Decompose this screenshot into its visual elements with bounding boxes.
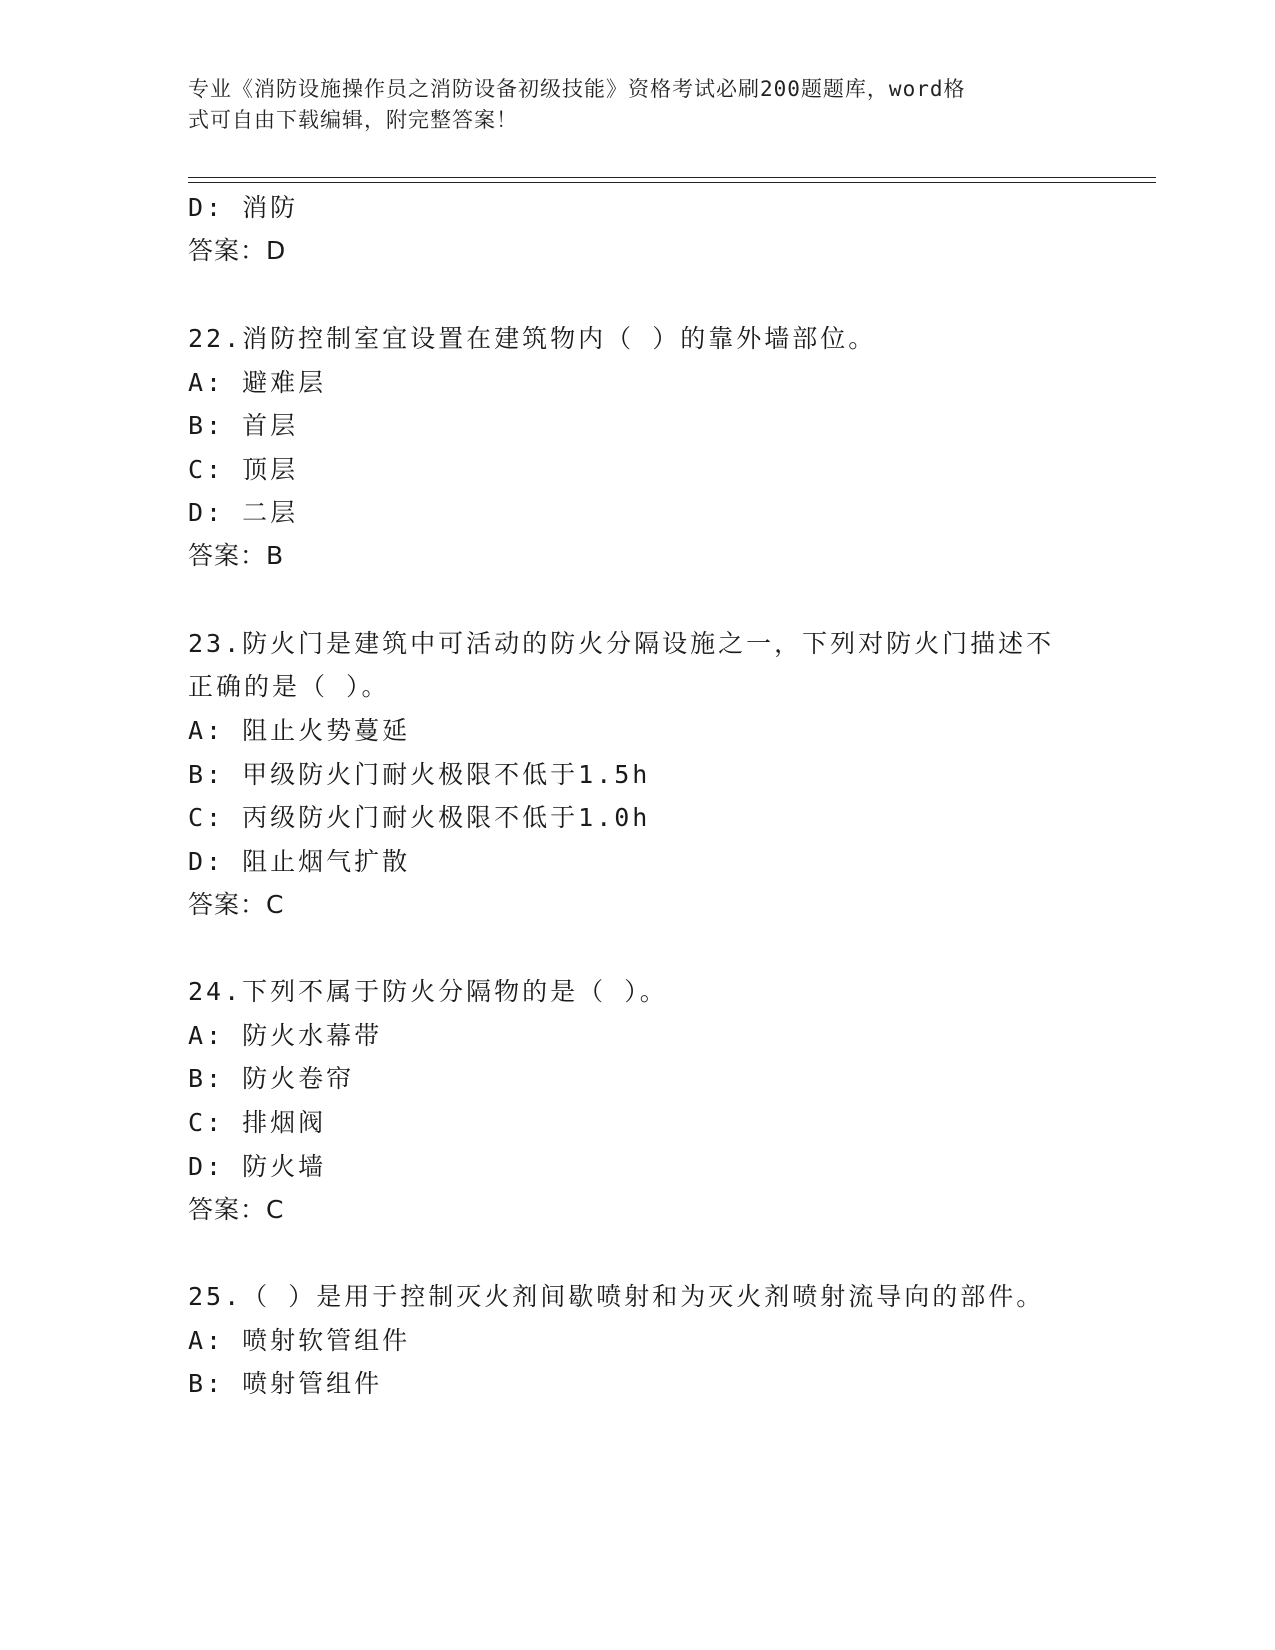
header-rule-bottom bbox=[188, 182, 1156, 183]
prev-option-d: D: 消防 bbox=[188, 193, 299, 222]
q24-option-c: C: 排烟阀 bbox=[188, 1108, 327, 1137]
q22-option-c: C: 顶层 bbox=[188, 455, 299, 484]
q22-option-b: B: 首层 bbox=[188, 411, 299, 440]
q24-answer: 答案：C bbox=[188, 1195, 285, 1224]
header-line-2: 式可自由下载编辑，附完整答案！ bbox=[188, 108, 518, 132]
document-header bbox=[188, 74, 1068, 136]
q23-option-a: A: 阻止火势蔓延 bbox=[188, 716, 411, 745]
q23-stem-line-2: 正确的是（ ）。 bbox=[188, 672, 390, 701]
q25-option-b: B: 喷射管组件 bbox=[188, 1369, 383, 1398]
q24-option-d: D: 防火墙 bbox=[188, 1152, 327, 1181]
q23-answer: 答案：C bbox=[188, 890, 285, 919]
header-rule-top bbox=[188, 177, 1156, 178]
q24-option-b: B: 防火卷帘 bbox=[188, 1064, 355, 1093]
q25-stem: 25.（ ）是用于控制灭火剂间歇喷射和为灭火剂喷射流导向的部件。 bbox=[188, 1282, 1045, 1311]
q25-option-a: A: 喷射软管组件 bbox=[188, 1326, 411, 1355]
q22-option-a: A: 避难层 bbox=[188, 368, 327, 397]
q23-option-b: B: 甲级防火门耐火极限不低于1.5h bbox=[188, 760, 651, 789]
q22-option-d: D: 二层 bbox=[188, 498, 299, 527]
prev-answer: 答案：D bbox=[188, 236, 287, 265]
q22-answer: 答案：B bbox=[188, 541, 285, 570]
q24-option-a: A: 防火水幕带 bbox=[188, 1021, 383, 1050]
q23-stem-line-1: 23.防火门是建筑中可活动的防火分隔设施之一，下列对防火门描述不 bbox=[188, 629, 1055, 658]
header-line-1: 专业《消防设施操作员之消防设备初级技能》资格考试必刷200题题库，word格 bbox=[188, 77, 966, 101]
q23-option-d: D: 阻止烟气扩散 bbox=[188, 847, 411, 876]
q24-stem: 24.下列不属于防火分隔物的是（ ）。 bbox=[188, 977, 668, 1006]
q23-option-c: C: 丙级防火门耐火极限不低于1.0h bbox=[188, 803, 651, 832]
q22-stem: 22.消防控制室宜设置在建筑物内（ ）的靠外墙部位。 bbox=[188, 324, 877, 353]
